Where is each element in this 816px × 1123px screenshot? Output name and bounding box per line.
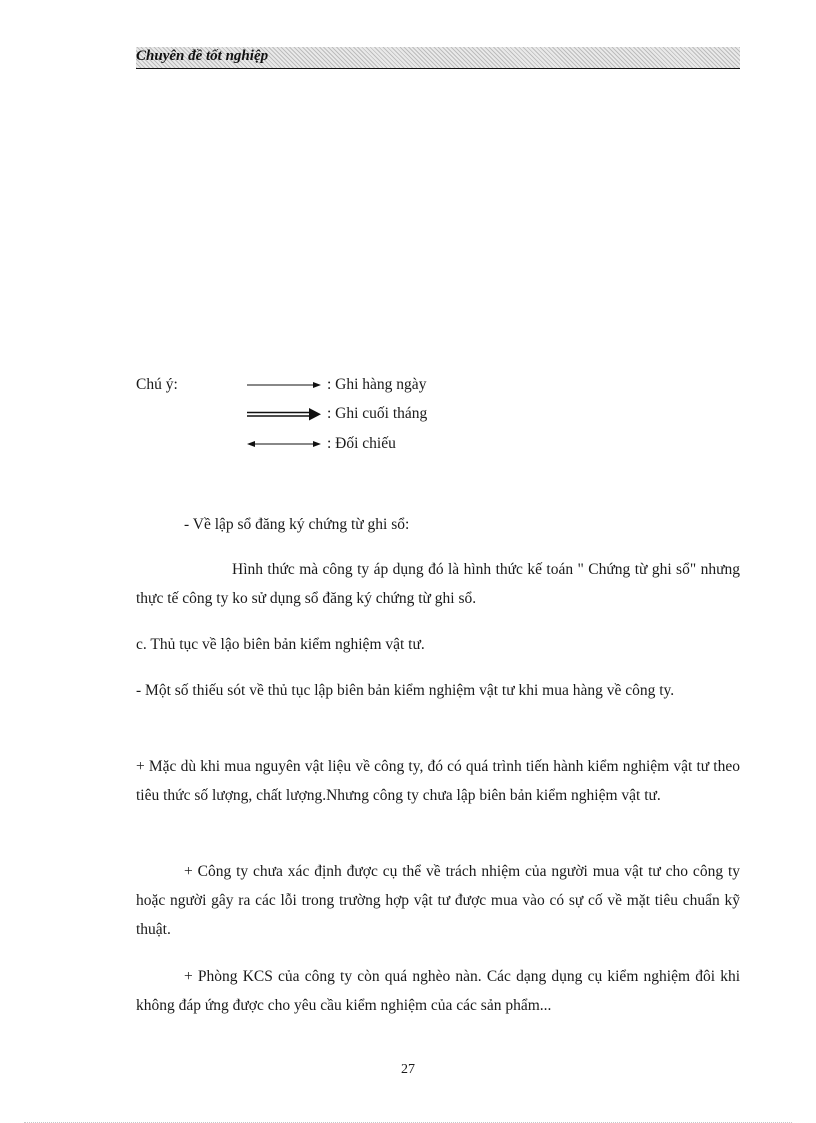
legend-item-reconcile <box>247 435 547 455</box>
page-number: 27 <box>401 1062 415 1077</box>
legend-item-daily <box>247 376 547 396</box>
legend-item-label: : Đối chiếu <box>327 435 396 452</box>
paragraph-point-1: + Mặc dù khi mua nguyên vật liệu về công ty, đó có quá trình tiến hành kiểm nghiệm vật tư theo tiêu thức số lượng, chất lượng.Nhưng công ty chưa lập biên bản kiểm nghiệm vật tư. <box>136 758 740 804</box>
legend-item-label: : Ghi cuối tháng <box>327 405 428 422</box>
paragraph-ledger-body: Hình thức mà công ty áp dụng đó là hình thức kế toán " Chứng từ ghi sổ" nhưng thực tế công ty ko sử dụng sổ đăng ký chứng từ ghi sổ. <box>136 561 740 607</box>
single-arrow-right-icon <box>247 376 325 396</box>
paragraph-ledger-heading: - Về lập sổ đăng ký chứng từ ghi sổ: <box>184 516 410 533</box>
paragraph-point-2: + Công ty chưa xác định được cụ thể về trách nhiệm của người mua vật tư cho công ty hoặc người gây ra các lỗi trong trường hợp vật tư được mua vào có sự cố về mặt tiêu chuẩn kỹ thuật. <box>136 863 740 938</box>
paragraph-shortcomings: - Một số thiếu sót về thủ tục lập biên bản kiểm nghiệm vật tư khi mua hàng về công ty. <box>136 682 675 699</box>
header-title: Chuyên đề tốt nghiệp <box>136 48 269 64</box>
paragraph-section-c: c. Thủ tục về lậo biên bản kiểm nghiệm vật tư. <box>136 636 425 653</box>
legend-item-label: : Ghi hàng ngày <box>327 376 427 393</box>
legend-label: Chú ý: <box>136 376 178 393</box>
legend-item-monthly <box>247 405 547 425</box>
double-arrow-right-icon <box>247 405 325 425</box>
page-header <box>136 47 740 69</box>
double-headed-arrow-icon <box>247 435 325 455</box>
paragraph-point-3: + Phòng KCS của công ty còn quá nghèo nàn. Các dạng dụng cụ kiểm nghiệm đôi khi không đáp ứng được cho yêu cầu kiểm nghiệm của các sản phẩm... <box>136 968 740 1014</box>
